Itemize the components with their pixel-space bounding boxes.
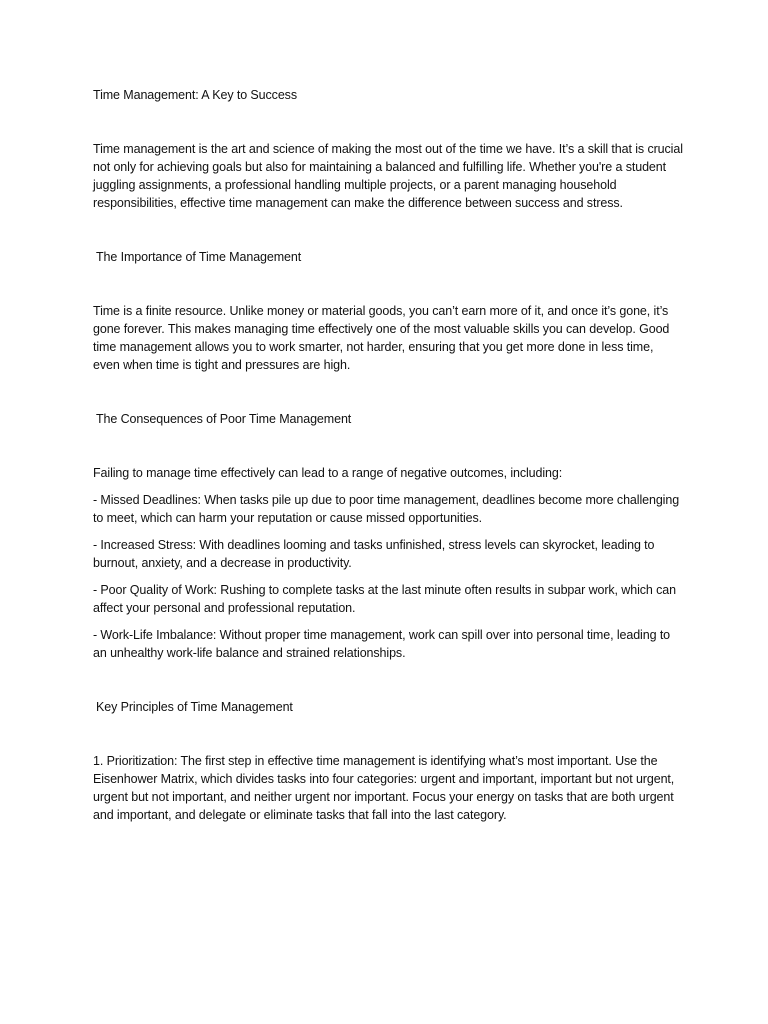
principles-paragraph: 1. Prioritization: The first step in effective time management is identifying what’s most important. Use the Eisenhower Matrix, which divides tasks into four categories: urgent and important, important but not urgent, urgent but not important, and neither urgent nor important. Focus your energy on tasks that are both urgent and important, and delegate or eliminate tasks that fall into the last category. bbox=[93, 754, 675, 822]
importance-paragraph: Time is a finite resource. Unlike money or material goods, you can’t earn more of it, and once it’s gone, it’s gone forever. This makes managing time effectively one of the most valuable skills you can develop. Good time management allows you to work smarter, not harder, ensuring that you get more done in less time, even when time is tight and pressures are high. bbox=[93, 304, 670, 372]
section-heading-principles: Key Principles of Time Management bbox=[96, 700, 293, 714]
section-heading-importance: The Importance of Time Management bbox=[96, 250, 302, 264]
consequences-lead: Failing to manage time effectively can lead to a range of negative outcomes, including: bbox=[93, 466, 563, 480]
list-item: - Missed Deadlines: When tasks pile up due to poor time management, deadlines become more challenging to meet, which can harm your reputation or cause missed opportunities. bbox=[93, 493, 680, 525]
consequences-list bbox=[93, 491, 683, 662]
document-title: Time Management: A Key to Success bbox=[93, 88, 297, 102]
list-item: - Poor Quality of Work: Rushing to complete tasks at the last minute often results in subpar work, which can affect your personal and professional reputation. bbox=[93, 583, 676, 615]
document-body bbox=[93, 86, 683, 860]
section-heading-consequences: The Consequences of Poor Time Management bbox=[96, 412, 352, 426]
list-item: - Increased Stress: With deadlines looming and tasks unfinished, stress levels can skyrocket, leading to burnout, anxiety, and a decrease in productivity. bbox=[93, 538, 655, 570]
intro-paragraph: Time management is the art and science of making the most out of the time we have. It’s a skill that is crucial not only for achieving goals but also for maintaining a balanced and fulfilling life. Whether you're a student juggling assignments, a professional handling multiple projects, or a parent managing household responsibilities, effective time management can make the difference between success and stress. bbox=[93, 142, 683, 210]
list-item: - Work-Life Imbalance: Without proper time management, work can spill over into personal time, leading to an unhealthy work-life balance and strained relationships. bbox=[93, 628, 671, 660]
